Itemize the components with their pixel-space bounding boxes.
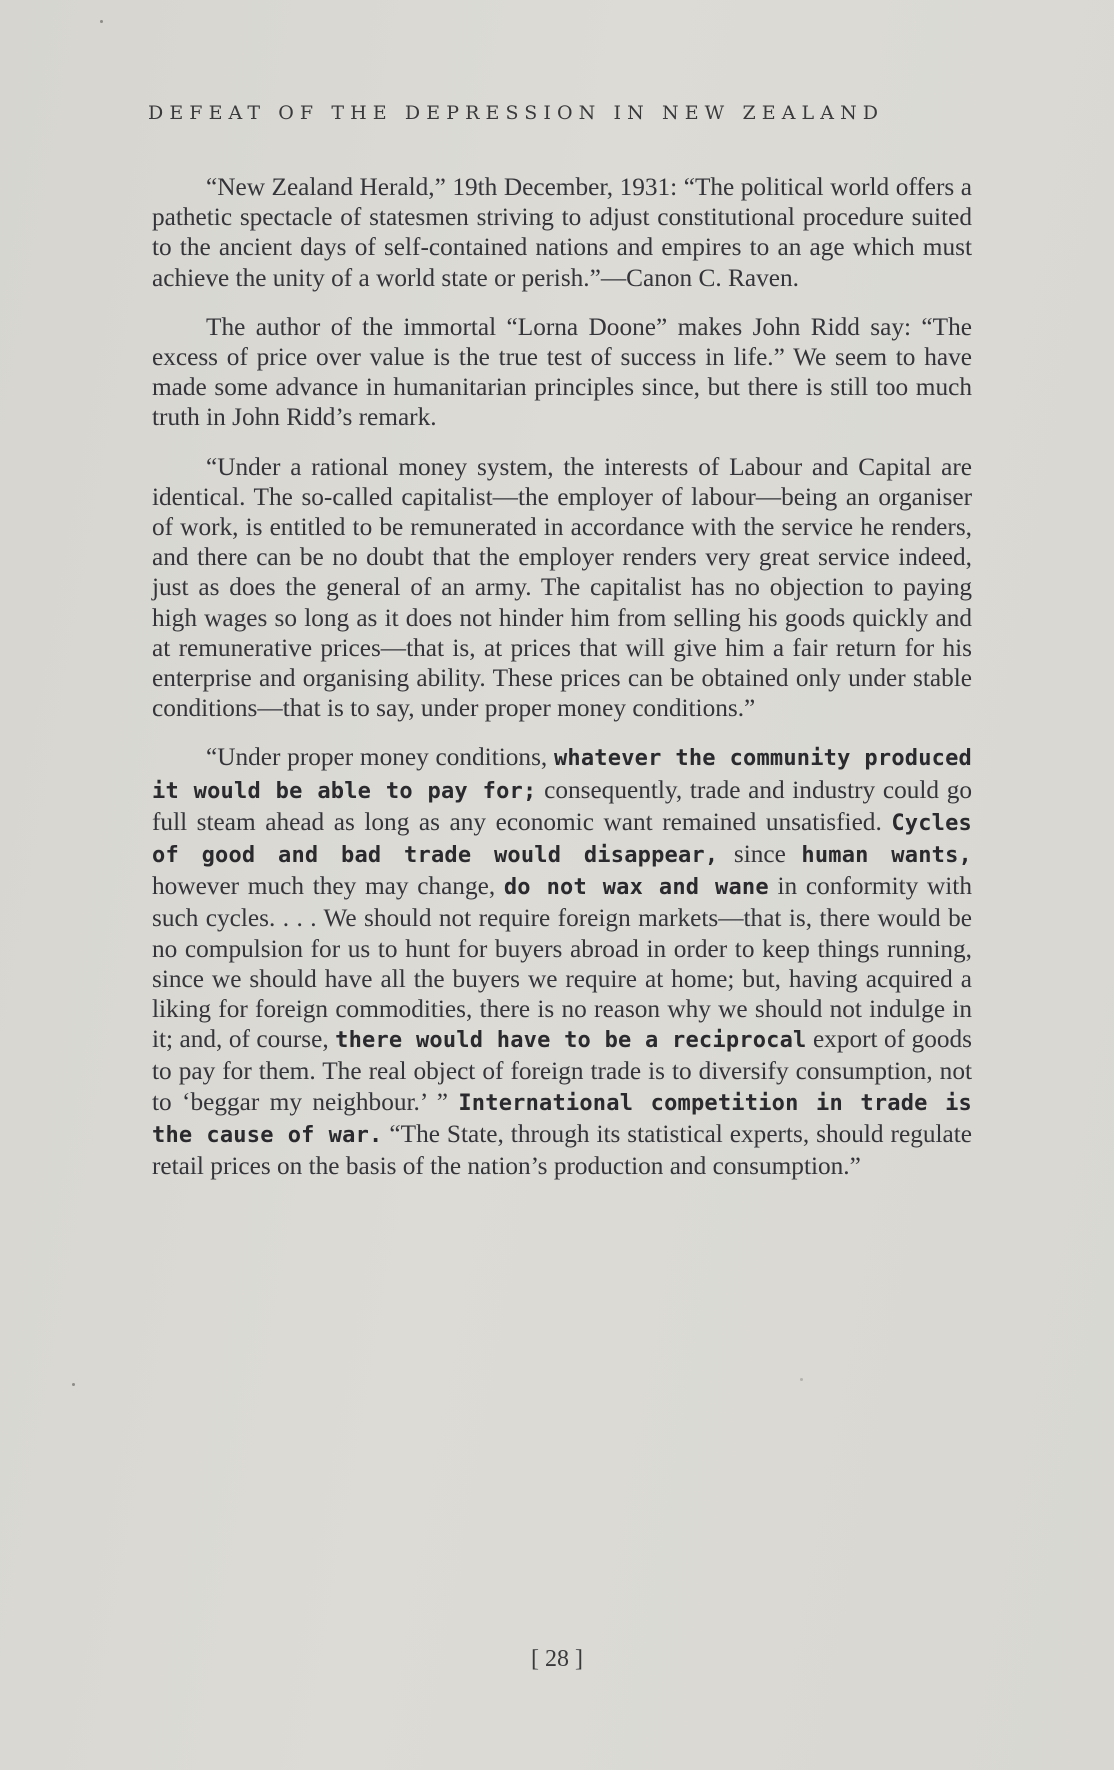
- emphasized-text: whatever the community produced it would be able to pay for;: [152, 746, 972, 804]
- emphasized-text: International competition in trade is the cause of war.: [152, 1090, 972, 1148]
- text-run: consequently, trade and industry could go full steam ahead as long as any economic want remained unsatisfied.: [152, 775, 972, 836]
- text-run: “Under proper money conditions,: [206, 743, 554, 772]
- running-head: DEFEAT OF THE DEPRESSION IN NEW ZEALAND: [148, 102, 885, 124]
- paragraph: [152, 452, 972, 724]
- text-run: however much they may change,: [152, 872, 504, 901]
- body-text: [152, 172, 972, 1200]
- text-run: export of goods to pay for them. The real object of foreign trade is to diversify consumption, not to ‘beggar my neighbour.’ ”: [152, 1025, 972, 1116]
- text-run: The author of the immortal “Lorna Doone” makes John Ridd say: “The excess of price over value is the true test of success in life.” We seem to have made some advance in humanitarian principles since, but there is still too much truth in John Ridd’s remark.: [152, 312, 972, 432]
- emphasized-text: Cycles of good and bad trade would disappear,: [152, 810, 972, 869]
- paper-speck: [72, 1383, 75, 1386]
- paper-speck: [800, 1378, 803, 1381]
- emphasized-text: human wants,: [801, 843, 972, 869]
- emphasized-text: do not wax and wane: [503, 875, 769, 901]
- text-run: in conformity with such cycles. . . . We should not require foreign markets—that is, there would be no compulsion for us to hunt for buyers abroad in order to keep things running, since we should have all the buyers we require at home; but, having acquired a liking for foreign commodities, there is no reason why we should not indulge in it; and, of course,: [152, 872, 972, 1054]
- text-run: since: [718, 840, 802, 869]
- paragraph: [152, 312, 972, 433]
- paper-speck: [100, 20, 103, 23]
- paragraph: [152, 742, 972, 1181]
- page-number: [ 28 ]: [531, 1646, 583, 1672]
- paragraph: [152, 172, 972, 293]
- text-run: “Under a rational money system, the interests of Labour and Capital are identical. The so-called capitalist—the employer of labour—being an organiser of work, is entitled to be remunerated in accordance with the service he renders, and there can be no doubt that the employer renders very great service indeed, just as does the general of an army. The capitalist has no objection to paying high wages so long as it does not hinder him from selling his goods quickly and at remunerative prices—that is, at prices that will give him a fair return for his enterprise and organising ability. These prices can be obtained only under stable conditions—that is to say, under proper money conditions.”: [152, 452, 972, 723]
- text-run: “New Zealand Herald,” 19th December, 1931: “The political world offers a pathetic spectacle of statesmen striving to adjust constitutional procedure suited to the ancient days of self-contained nations and empires to an age which must achieve the unity of a world state or perish.”—Canon C. Raven.: [152, 173, 972, 292]
- emphasized-text: there would have to be a reciprocal: [335, 1028, 807, 1054]
- text-run: “The State, through its statistical experts, should regulate retail prices on the basis of the nation’s production and consumption.”: [152, 1119, 972, 1181]
